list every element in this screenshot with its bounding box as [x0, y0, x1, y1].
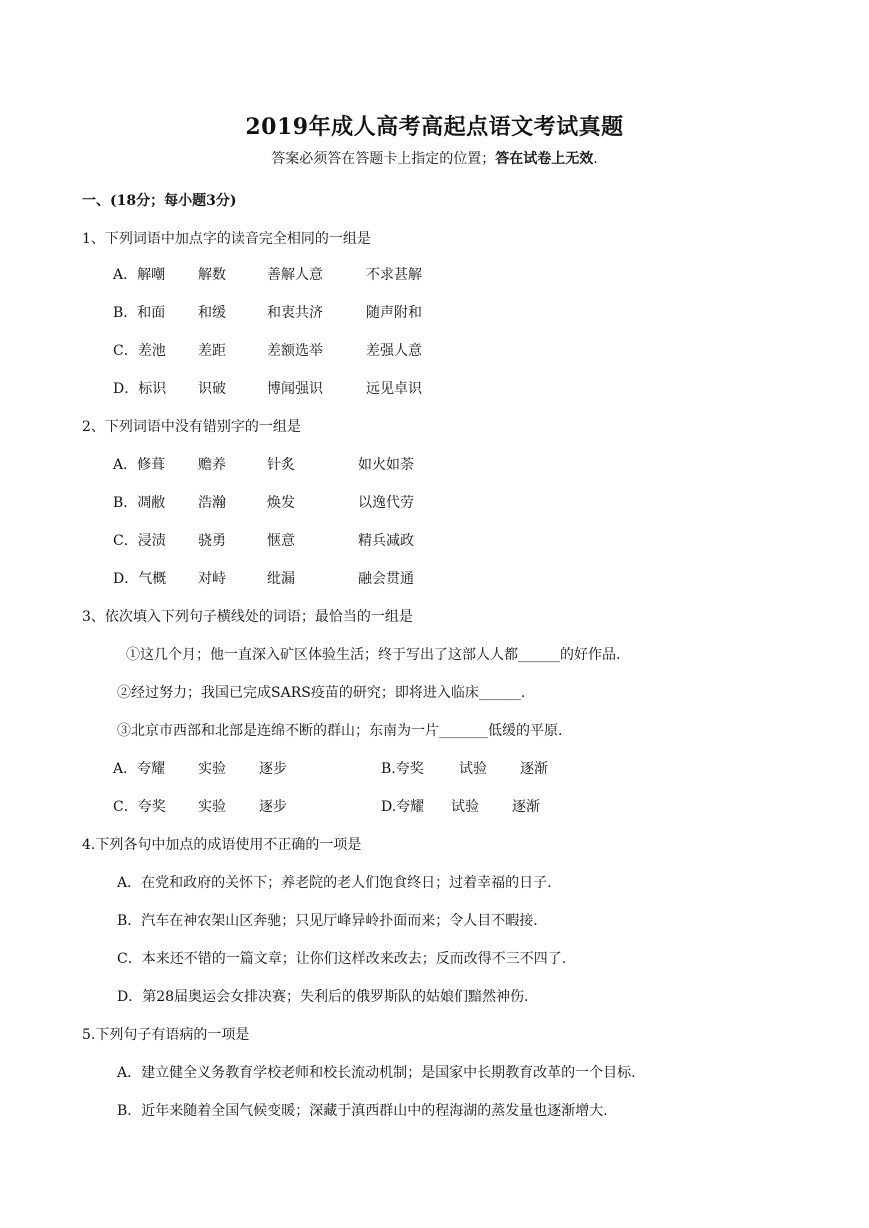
question-5-stem: 5.下列句子有语病的一项是: [82, 1027, 250, 1043]
option-text: 实验: [198, 799, 226, 815]
option-text: 如火如荼: [358, 457, 414, 473]
option-text: 浩瀚: [198, 495, 226, 511]
option-text: 逐步: [259, 761, 287, 777]
question-4-option-a: [117, 872, 552, 892]
option-text: 逐渐: [520, 761, 548, 777]
question-3-sentence-3: ③北京市西部和北部是连绵不断的群山；东南为一片_______低缓的平原.: [117, 723, 563, 739]
option-text: 博闻强识: [267, 381, 323, 397]
option-text: 差额选举: [267, 343, 323, 359]
question-5-option-b: B．近年来随着全国气候变暖；深藏于滇西群山中的程海湖的蒸发量也逐渐增大.: [117, 1103, 608, 1119]
question-4-option-c: [117, 948, 566, 968]
question-1-stem: 1、下列词语中加点字的读音完全相同的一组是: [82, 231, 371, 247]
option-text: D．气概: [113, 571, 167, 587]
question-3-stem: 3、依次填入下列句子横线处的词语；最恰当的一组是: [82, 609, 413, 625]
option-c-prefix: C．本来还不错的一篇文章；让你们这样改来改去；反而改得: [117, 951, 492, 967]
option-text: 随声附和: [366, 305, 422, 321]
option-b-suffix: .: [533, 913, 538, 929]
option-text: 善解人意: [267, 267, 323, 283]
option-text: 试验: [459, 761, 487, 777]
option-text: D．标识: [113, 381, 167, 397]
option-text: D.夸耀: [381, 799, 425, 815]
option-text: 差距: [198, 343, 226, 359]
option-text: 以逸代劳: [358, 495, 414, 511]
option-text: C．夸奖: [113, 799, 166, 815]
option-text: 和衷共济: [267, 305, 323, 321]
option-text: 焕发: [267, 495, 295, 511]
subtitle-prefix: 答案必须答在答题卡上指定的位置；: [271, 151, 496, 167]
subtitle-suffix: .: [593, 151, 598, 167]
section-header: 一、(18分；每小题3分): [82, 193, 237, 209]
option-text: 精兵减政: [358, 533, 414, 549]
option-text: 逐步: [259, 799, 287, 815]
option-text: 差强人意: [366, 343, 422, 359]
option-text: 实验: [198, 761, 226, 777]
subtitle: [0, 148, 869, 168]
option-text: A．解嘲: [113, 267, 166, 283]
option-b-marked-idiom: 目不暇接: [477, 913, 534, 929]
option-text: 惬意: [267, 533, 295, 549]
option-text: B．凋敝: [113, 495, 166, 511]
option-c-suffix: 了.: [547, 951, 567, 967]
option-d-prefix: D．第28届奥运会女排决赛；失利后的俄罗斯队的姑娘们: [117, 989, 469, 1005]
option-text: C．浸渍: [113, 533, 166, 549]
option-text: A．修葺: [113, 457, 166, 473]
option-text: 骁勇: [198, 533, 226, 549]
question-4-stem: 4.下列各句中加点的成语使用不正确的一项是: [82, 837, 362, 853]
subtitle-bold: 答在试卷上无效: [495, 151, 594, 167]
question-4-option-b: [117, 910, 538, 930]
question-4-option-d: [117, 986, 529, 1006]
question-3-sentence-2: ②经过努力；我国已完成SARS疫苗的研究；即将进入临床______.: [117, 685, 526, 701]
option-a-suffix: ；过着幸福的日子.: [435, 875, 552, 891]
option-text: 不求甚解: [366, 267, 422, 283]
question-3-sentence-1: ①这几个月；他一直深入矿区体验生活；终于写出了这部人人都______的好作品.: [126, 647, 621, 663]
option-text: 远见卓识: [366, 381, 422, 397]
option-text: 和缓: [198, 305, 226, 321]
option-text: 对峙: [198, 571, 226, 587]
option-c-marked-idiom: 不三不四: [491, 951, 548, 967]
question-5-option-a: A．建立健全义务教育学校老师和校长流动机制；是国家中长期教育改革的一个目标.: [117, 1065, 636, 1081]
option-text: C．差池: [113, 343, 166, 359]
option-text: 解数: [198, 267, 226, 283]
option-text: B.夸奖: [381, 761, 424, 777]
option-text: 赡养: [198, 457, 226, 473]
option-text: B．和面: [113, 305, 166, 321]
option-a-prefix: A．在党和政府的关怀下；养老院的老人们: [117, 875, 380, 891]
option-text: 融会贯通: [358, 571, 414, 587]
option-text: 针炙: [267, 457, 295, 473]
option-text: A．夸耀: [113, 761, 166, 777]
option-b-prefix: B．汽车在神农架山区奔驰；只见厅峰异岭扑面而来；令人: [117, 913, 478, 929]
option-d-suffix: .: [524, 989, 529, 1005]
option-text: 试验: [451, 799, 479, 815]
option-a-marked-idiom: 饱食终日: [379, 875, 436, 891]
question-2-stem: 2、下列词语中没有错别字的一组是: [82, 419, 301, 435]
option-text: 逐渐: [512, 799, 540, 815]
option-text: 纰漏: [267, 571, 295, 587]
option-d-marked-idiom: 黯然神伤: [468, 989, 525, 1005]
option-text: 识破: [198, 381, 226, 397]
page-title: 2019年成人高考高起点语文考试真题: [245, 114, 624, 140]
